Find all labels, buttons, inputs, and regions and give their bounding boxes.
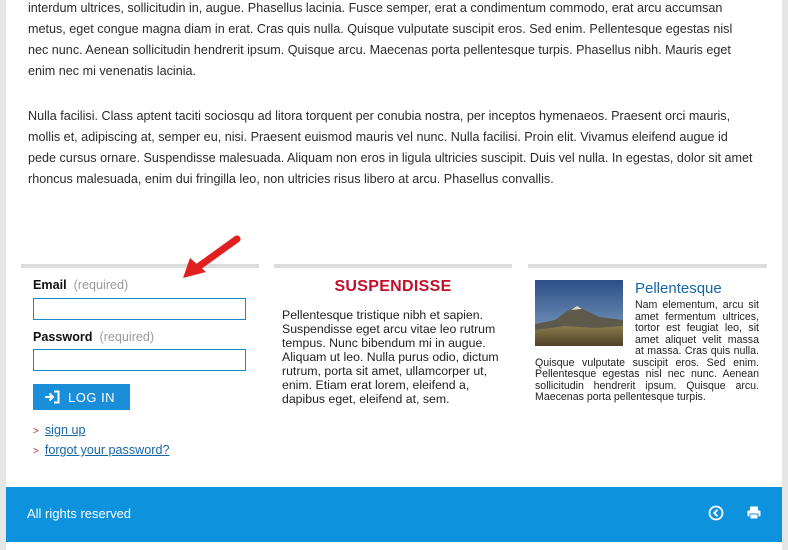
panel-title: SUSPENDISSE — [334, 278, 452, 295]
password-required-note: (required) — [99, 330, 155, 344]
bullet-marker: > — [33, 446, 39, 457]
login-button[interactable] — [33, 384, 130, 410]
panel-text: Pellentesque tristique nibh et sapien. Suspendisse eget arcu vitae leo rutrum tempus. Nunc bibendum mi in augue. Aliquam ut leo. Nulla purus odio, dictum rutrum, porta sit amet, ullamcorper ut, enim. Etiam erat lorem, eleifend a, dapibus eget, eleifend at, sem. — [282, 308, 499, 406]
email-label-text: Email — [33, 278, 67, 292]
landscape-image — [535, 280, 623, 346]
body-paragraph: interdum ultrices, sollicitudin in, augue. Phasellus lacinia. Fusce semper, erat a condimentum commodo, erat arcu accumsan metus, eget congue magna diam in erat. Cras quis nulla. Quisque vulputate suscipit eros. Sed enim. Pellentesque egestas nisl nec nunc. Aenean sollicitudin hendrerit ipsum. Quisque arcu. Maecenas porta pellentesque turpis. Phasellus nibh. Mauris eget enim nec mi venenatis lacinia. — [28, 1, 733, 78]
red-arrow-icon — [180, 234, 244, 280]
panel-body — [535, 280, 759, 404]
email-required-note: (required) — [73, 278, 129, 292]
email-label — [33, 278, 128, 292]
footer-copyright: All rights reserved — [27, 506, 132, 521]
pellentesque-panel — [528, 264, 767, 404]
password-label — [33, 330, 154, 344]
panel-title: Pellentesque — [635, 280, 722, 297]
signup-row — [33, 423, 85, 437]
password-label-text: Password — [33, 330, 93, 344]
forgot-password-row — [33, 443, 169, 457]
login-button-label: LOG IN — [68, 389, 116, 405]
panel-text: Nam elementum, arcu sit amet fermentum ultrices, tortor est feugiat leo, sit amet aliquet velit massa at massa. Cras quis nulla. Quisque vulputate suscipit eros. Sed enim. Pellentesque egestas nisl nec nunc. Aenean sollicitudin hendrerit ipsum. Quisque arcu. Maecenas porta pellentesque turpis. — [535, 299, 759, 403]
back-circle-icon[interactable] — [707, 504, 725, 522]
email-field[interactable] — [33, 298, 246, 320]
login-panel — [21, 264, 259, 474]
footer — [6, 487, 782, 542]
print-icon[interactable] — [745, 504, 763, 522]
bullet-marker: > — [33, 426, 39, 437]
forgot-password-link[interactable]: forgot your password? — [44, 443, 170, 457]
signup-link[interactable]: sign up — [44, 423, 86, 437]
suspendisse-panel — [274, 264, 512, 406]
page-content — [6, 0, 782, 550]
body-paragraph: Nulla facilisi. Class aptent taciti sociosqu ad litora torquent per conubia nostra, per inceptos hymenaeos. Praesent orci mauris, mollis et, adipiscing at, semper eu, nisi. Praesent euismod mauris vel nunc. Nulla facilisi. Proin elit. Vivamus eleifend augue id pede cursus ornare. Suspendisse malesuada. Aliquam non eros in ligula ultricies suscipit. Duis vel nulla. In egestas, dolor sit amet rhoncus malesuada, enim dui fringilla leo, non ultricies risus libero at arcu. Phasellus convallis. — [28, 109, 753, 186]
login-arrow-icon — [44, 390, 60, 404]
password-field[interactable] — [33, 349, 246, 371]
